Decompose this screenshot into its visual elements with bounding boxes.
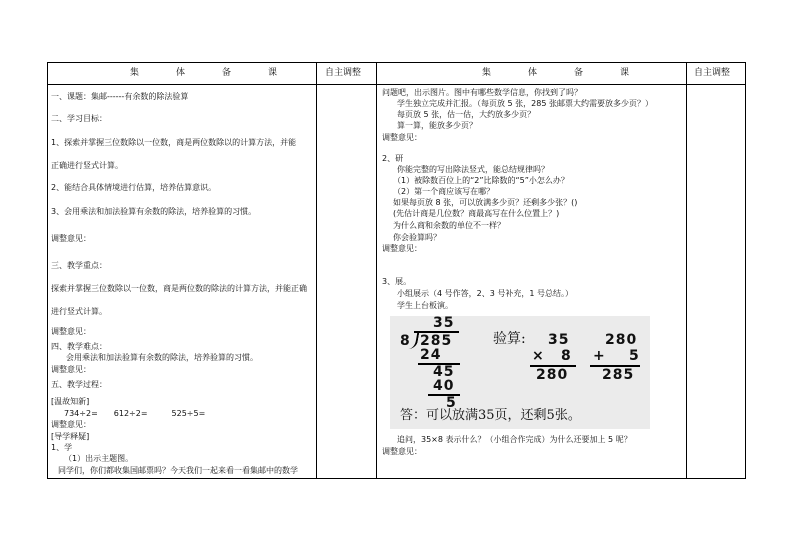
review-tag: [温故知新] — [51, 397, 90, 406]
r-line: 你会验算吗？ — [393, 233, 441, 242]
step-learn: 1、学 — [51, 443, 73, 452]
answer: 答：可以放满35页，还剩5张。 — [400, 408, 581, 423]
goal-2: 2、能结合具体情境进行估算，培养估算意识。 — [51, 183, 217, 192]
left-header-title: 集 体 备 课 — [130, 68, 292, 78]
mul-sign: × — [532, 348, 545, 364]
adjust-note: 调整意见： — [51, 327, 91, 336]
step-show: 3、展。 — [382, 277, 412, 286]
table-bottom-border — [47, 478, 746, 479]
division-bracket — [408, 331, 419, 349]
mul-by: 8 — [561, 348, 572, 364]
r-line: (先估计商是几位数？商最高写在什么位置上？) — [393, 209, 560, 218]
remainder: 5 — [446, 395, 457, 411]
right-header-title: 集 体 备 课 — [482, 68, 644, 78]
key-points-heading: 三、教学重点： — [51, 261, 107, 270]
border-col3 — [686, 62, 687, 479]
show-theme: （1）出示主题图。 — [64, 454, 134, 463]
dividend: 285 — [420, 333, 453, 349]
right-header-adjust: 自主调整 — [694, 68, 731, 78]
border-left — [47, 62, 48, 479]
divisor: 8 — [400, 333, 411, 349]
step-product-2: 40 — [433, 378, 455, 394]
learning-goals-heading: 二、学习目标： — [51, 114, 107, 123]
r-line: 学生独立完成并汇报。（每页放 5 张，285 张邮票大约需要放多少页？） — [397, 99, 653, 108]
adjust-note: 调整意见： — [382, 244, 422, 253]
calculation-figure — [390, 316, 650, 429]
key-point: 探索并掌握三位数除以一位数，商是两位数的除法的计算方法，并能正确 — [51, 284, 307, 293]
difficulty: 会用乘法和加法验算有余数的除法，培养验算的习惯。 — [66, 353, 258, 362]
goal-1: 1、探索并掌握三位数除以一位数，商是两位数除以的计算方法，并能 — [51, 138, 297, 147]
mul-result: 280 — [536, 367, 569, 383]
step-research: 2、研 — [382, 154, 404, 163]
r-line: （2）第一个商应该写在哪？ — [393, 187, 495, 196]
adjust-note: 调整意见： — [51, 420, 91, 429]
difficulty-heading: 四、教学难点： — [51, 342, 107, 351]
border-right — [745, 62, 746, 479]
add-result: 285 — [602, 367, 635, 383]
r-line: 如果每页放 8 张，可以放满多少页？还剩多少张？() — [393, 198, 578, 207]
review-exercises: 734÷2= 612÷2= 525÷5= — [64, 409, 206, 418]
header-bottom-border — [47, 84, 746, 85]
border-col2 — [376, 62, 377, 479]
adjust-note: 调整意见： — [382, 133, 422, 142]
add-top: 280 — [605, 332, 638, 348]
r-line: 学生上台板演。 — [397, 301, 453, 310]
adjust-note: 调整意见： — [382, 447, 422, 456]
table-top-border — [47, 62, 746, 63]
step-remainder-1: 45 — [433, 364, 455, 380]
r-line: 你能完整的写出除法竖式，能总结规律吗？ — [397, 165, 549, 174]
add-by: 5 — [629, 348, 640, 364]
process-heading: 五、教学过程： — [51, 380, 107, 389]
guide-tag: [导学释疑] — [51, 432, 90, 441]
follow-up-question: 追问，35×8 表示什么？（小组合作完成）为什么还要加上 5 呢？ — [397, 435, 632, 444]
check-label: 验算: — [493, 331, 526, 347]
mul-top: 35 — [548, 332, 570, 348]
adjust-note: 调整意见： — [51, 365, 91, 374]
r-line: 每页放 5 张，估一估，大约放多少页？ — [397, 110, 536, 119]
adjust-note: 调整意见： — [51, 234, 91, 243]
r-line: 问题吧，出示图片。图中有哪些数学信息，你找到了吗？ — [382, 88, 582, 97]
left-header-adjust: 自主调整 — [325, 68, 362, 78]
goal-1-cont: 正确进行竖式计算。 — [51, 161, 123, 170]
r-line: 算一算，能放多少页？ — [397, 121, 477, 130]
goal-3: 3、会用乘法和加法验算有余数的除法，培养验算的习惯。 — [51, 207, 257, 216]
lesson-topic: 一、课题：集邮------有余数的除法验算 — [51, 92, 189, 101]
key-point-cont: 进行竖式计算。 — [51, 307, 107, 316]
intro-question: 同学们，你们都收集国邮票吗？今天我们一起来看一看集邮中的数学 — [58, 466, 298, 475]
r-line: 为什么商和余数的单位不一样？ — [393, 221, 505, 230]
r-line: 小组展示（4 号作答，2、3 号补充，1 号总结。） — [397, 289, 573, 298]
border-col1 — [316, 62, 317, 479]
r-line: （1）被除数百位上的“2”比除数的“5”小怎么办？ — [393, 176, 569, 185]
quotient: 35 — [433, 315, 455, 331]
step-product-1: 24 — [420, 347, 442, 363]
add-sign: + — [593, 348, 606, 364]
